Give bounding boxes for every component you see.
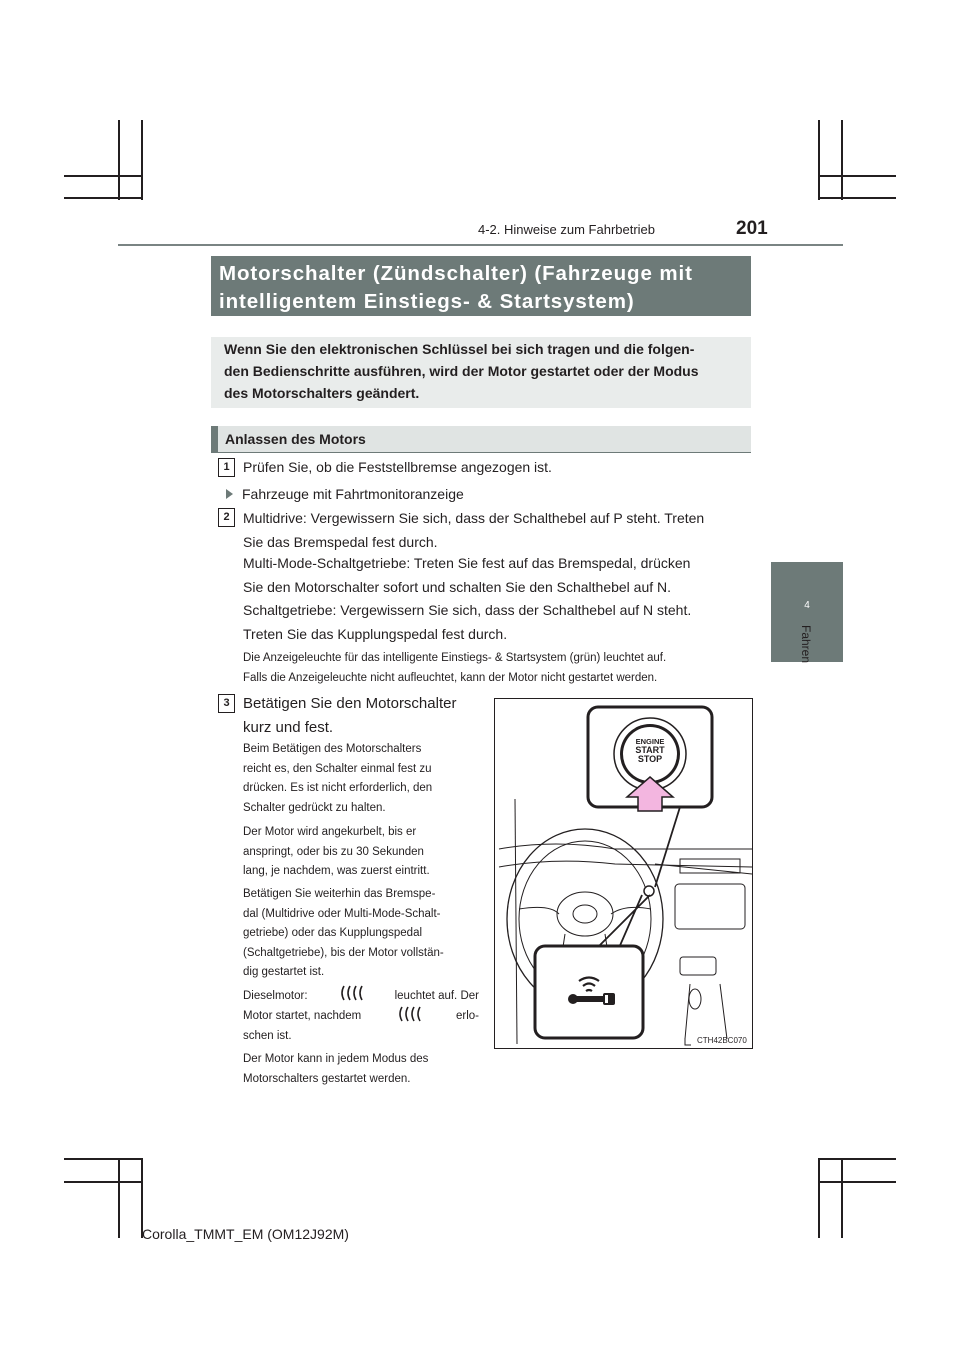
header-rule [118,244,843,246]
subheading [211,426,751,453]
step-number-3: 3 [218,694,235,713]
page-number: 201 [736,218,768,239]
figure-code: CTH42BC070 [697,1036,747,1045]
chapter-number: 4 [804,600,810,611]
step-3-note-a: Beim Betätigen des Motorschalters reicht es, den Schalter einmal fest zu drücken. Es ist nicht erforderlich, den Schalter gedrückt zu halten. [243,743,433,814]
step-3-note-e: Der Motor kann in jedem Modus des Motorschalters gestartet werden. [243,1053,429,1085]
intro-line: Wenn Sie den elektronischen Schlüssel bei sich tragen und die folgen- [224,341,695,357]
step-2-note: Die Anzeigeleuchte für das intelligente Einstiegs- & Startsystem (grün) leuchtet auf. Falls die Anzeigeleuchte nicht aufleuchtet, kann der Motor nicht gestartet werden. [243,652,667,684]
engine-start-stop-button: ENGINE START STOP [635,737,665,764]
step-number-2: 2 [218,508,235,527]
step-2-manual: Schaltgetriebe: Vergewissern Sie sich, dass der Schalthebel auf N steht. Treten Sie das Kupplungspedal fest durch. [243,602,692,642]
engine-switch-illustration [494,698,753,1049]
step-1-text: Prüfen Sie, ob die Feststellbremse angezogen ist. [243,459,552,475]
intro-box [211,337,751,408]
section-header: 4-2. Hinweise zum Fahrbetrieb [478,222,656,237]
step-number-1: 1 [218,458,235,477]
subheading-text: Anlassen des Motors [225,431,366,447]
title-line-1: Motorschalter (Zündschalter) (Fahrzeuge mit [219,262,693,285]
chapter-label: Fahren [799,625,813,664]
intro-line: des Motorschalters geändert. [224,385,420,401]
step-2-multimode: Multi-Mode-Schaltgetriebe: Treten Sie fest auf das Bremspedal, drücken Sie den Motorschalter sofort und schalten Sie den Schalthebel auf N. [243,555,691,595]
step-3-note-d: Dieselmotor: leuchtet auf. Der Motor startet, nachdem erlo- schen ist. [243,987,479,1047]
footer-doc-id: Corolla_TMMT_EM (OM12J92M) [142,1226,349,1242]
vehicle-condition: Fahrzeuge mit Fahrtmonitoranzeige [226,482,734,506]
title-line-2: intelligentem Einstiegs- & Startsystem) [219,290,635,313]
step-3-note-c: Betätigen Sie weiterhin das Bremspe- dal (Multidrive oder Multi-Mode-Schalt- getriebe) oder das Kupplungspedal (Schaltgetriebe), bis der Motor vollstän- dig gestartet ist. [243,888,444,978]
triangle-bullet-icon [226,489,233,499]
glow-indicator-icon [333,984,369,1002]
step-2-multidrive: Multidrive: Vergewissern Sie sich, dass der Schalthebel auf P steht. Treten Sie das Bremspedal fest durch. [243,510,705,550]
step-3-text: Betätigen Sie den Motorschalter kurz und fest. [243,695,457,736]
step-3-note-b: Der Motor wird angekurbelt, bis er anspringt, oder bis zu 30 Sekunden lang, je nachdem, was zuerst eintritt. [243,826,430,877]
page-title [211,256,751,316]
intro-line: den Bedienschritte ausführen, wird der Motor gestartet oder der Modus [224,363,699,379]
glow-indicator-icon [391,1005,427,1023]
